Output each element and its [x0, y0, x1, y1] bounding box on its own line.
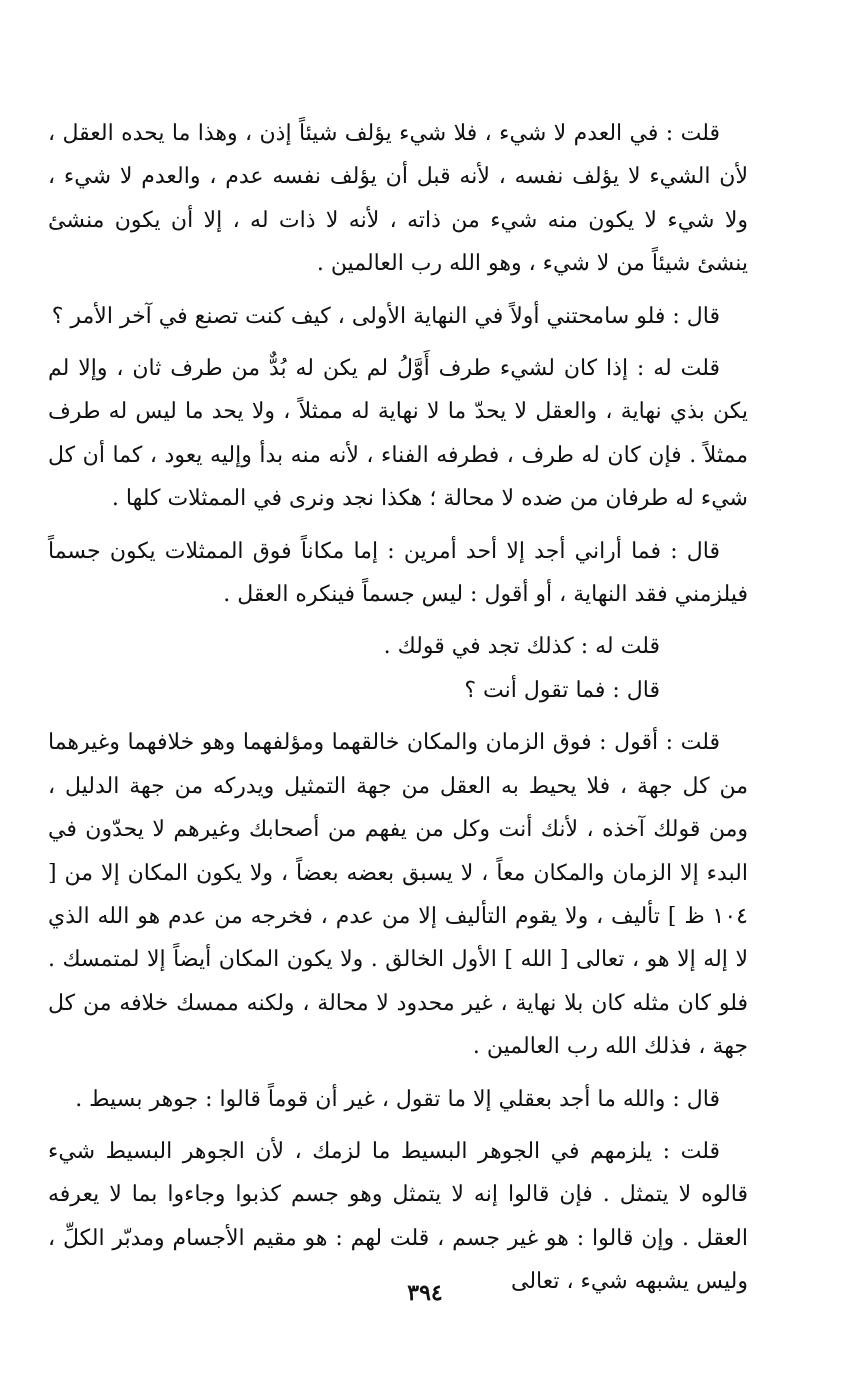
paragraph-4: قال : فما أراني أجد إلا أحد أمرين : إما مكاناً فوق الممثلات يكون جسماً فيلزمني فقد النهاية ، أو أقول : ليس جسماً فينكره العقل . [48, 538, 748, 608]
paragraph-7: قلت : أقول : فوق الزمان والمكان خالقهما ومؤلفهما وهو خلافهما وغيرهما من كل جهة ، فلا يحيط به العقل من جهة التمثيل ويدركه من جهة الدليل ، ومن قولك آخذه ، لأنك أنت وكل من يفهم من أصحابك وغيرهم لا يحدّون في البدء إلا الزمان والمكان معاً ، لا يسبق بعضه بعضاً ، ولا يكون المكان إلا من [ ١٠٤ ظ ] تأليف ، ولا يقوم التأليف إلا من عدم ، فخرجه من عدم هو الله الذي لا إله إلا هو ، تعالى [ الله ] الأول الخالق . ولا يكون المكان أيضاً إلا لمتمسك . فلو كان مثله كان بلا نهاية ، غير محدود لا محالة ، ولكنه ممسك خلافه من كل جهة ، فذلك الله رب العالمين . [48, 730, 748, 1060]
body-text [48, 112, 748, 1313]
paragraph-5: قلت له : كذلك تجد في قولك . [383, 634, 660, 660]
paragraph-2: قال : فلو سامحتني أولاً في النهاية الأولى ، كيف كنت تصنع في آخر الأمر ؟ [51, 303, 720, 329]
page-number: ٣٩٤ [407, 1280, 443, 1306]
paragraph-1: قلت : في العدم لا شيء ، فلا شيء يؤلف شيئاً إذن ، وهذا ما يحده العقل ، لأن الشيء لا يؤلف نفسه ، لأنه قبل أن يؤلف نفسه عدم ، والعدم لا شيء ، ولا شيء لا يكون منه شيء من ذاته ، لأنه لا ذات له ، إلا أن يكون منشئ ينشئ شيئاً من لا شيء ، وهو الله رب العالمين . [48, 121, 749, 277]
paragraph-3: قلت له : إذا كان لشيء طرف أَوَّلُ لم يكن له بُدٌّ من طرف ثان ، وإلا لم يكن بذي نهاية ، والعقل لا يحدّ ما لا نهاية له ممثلاً ، ولا يحد ما ليس له طرف ممثلاً . فإن كان له طرف ، فطرفه الفناء ، لأنه منه بدأ وإليه يعود ، كما أن كل شيء له طرفان من ضده لا محالة ؛ هكذا نجد ونرى في الممثلات كلها . [48, 356, 748, 512]
paragraph-9: قلت : يلزمهم في الجوهر البسيط ما لزمك ، لأن الجوهر البسيط شيء قالوه لا يتمثل . فإن قالوا إنه لا يتمثل وهو جسم كذبوا وجاءوا بما لا يعرفه العقل . وإن قالوا : هو غير جسم ، قلت لهم : هو مقيم الأجسام ومدبّر الكلِّ ، وليس يشبهه شيء ، تعالى [48, 1138, 748, 1295]
paragraph-6: قال : فما تقول أنت ؟ [464, 677, 660, 703]
paragraph-8: قال : والله ما أجد بعقلي إلا ما تقول ، غير أن قوماً قالوا : جوهر بسيط . [75, 1086, 720, 1112]
